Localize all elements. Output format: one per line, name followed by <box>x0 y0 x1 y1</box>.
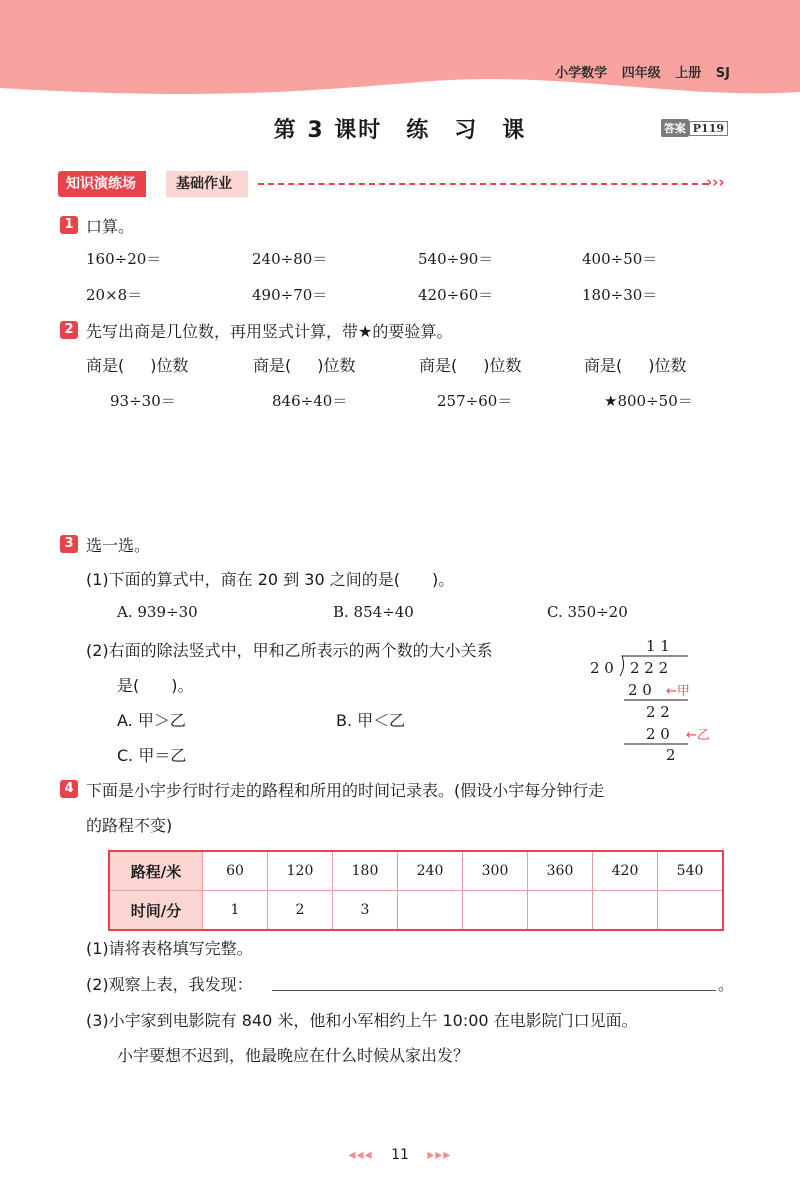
q3-option[interactable]: C. 甲＝乙 <box>117 746 187 765</box>
q2-prompt-start: 商是( <box>584 356 623 375</box>
q3-part2: (2)右面的除法竖式中，甲和乙所表示的两个数的大小关系 <box>86 641 493 660</box>
q2-expr: 846÷40＝ <box>272 392 348 410</box>
q1-expr: 20×8＝ <box>86 286 143 304</box>
q1-expr: 400÷50＝ <box>582 250 658 268</box>
book-grade: 四年级 <box>621 66 661 81</box>
q2-prompt-start: 商是( <box>253 356 292 375</box>
lesson-title: 第 3 课时 练 习 课 <box>273 118 527 143</box>
book-info <box>545 62 730 81</box>
table-blank-cell[interactable] <box>593 891 658 931</box>
division-divisor: 2 0 <box>590 659 614 677</box>
q4-sub2: (2)观察上表，我发现： <box>86 975 253 994</box>
q1-expr: 160÷20＝ <box>86 250 162 268</box>
q1-expr: 540÷90＝ <box>418 250 494 268</box>
book-edition: SJ <box>715 66 730 81</box>
q3-part1: (1)下面的算式中，商在 20 到 30 之间的是( )。 <box>86 570 455 589</box>
question-number-4: 4 <box>60 780 78 798</box>
table-cell: 3 <box>333 891 398 931</box>
header-band <box>0 0 800 110</box>
answer-page: P119 <box>689 121 728 136</box>
table-row <box>109 891 723 931</box>
q1-expr: 240÷80＝ <box>252 250 328 268</box>
q1-expr: 490÷70＝ <box>252 286 328 304</box>
q3-option[interactable]: C. 350÷20 <box>547 603 628 621</box>
q4-sub3-line2: 小宇要想不迟到，他最晚应在什么时候从家出发？ <box>117 1046 470 1065</box>
q2-text: 先写出商是几位数，再用竖式计算，带★的要验算。 <box>86 322 453 341</box>
row-header-time: 时间/分 <box>109 891 203 931</box>
row-header-distance: 路程/米 <box>109 851 203 891</box>
q2-blank[interactable] <box>253 353 356 376</box>
table-cell: 1 <box>203 891 268 931</box>
q2-prompt-end: )位数 <box>648 356 687 375</box>
table-cell: 2 <box>268 891 333 931</box>
q2-prompt-end: )位数 <box>483 356 522 375</box>
q1-text: 口算。 <box>86 217 135 236</box>
division-remainder2: 2 <box>666 746 676 764</box>
question-number-2: 2 <box>60 321 78 339</box>
table-blank-cell[interactable] <box>528 891 593 931</box>
arrow-left-icon: ◂◂◂ <box>348 1147 373 1163</box>
division-remainder1: 2 2 <box>646 703 670 721</box>
q2-expr: ★800÷50＝ <box>604 392 693 410</box>
long-division-diagram <box>580 632 740 767</box>
answer-reference[interactable] <box>661 119 728 137</box>
q3-option[interactable]: B. 854÷40 <box>333 603 414 621</box>
table-cell: 300 <box>463 851 528 891</box>
q3-option[interactable]: B. 甲＜乙 <box>336 711 406 730</box>
section-banner-label: 知识演练场 <box>58 171 146 197</box>
q4-answer-line[interactable] <box>272 990 716 991</box>
q4-sub3-line1: (3)小宇家到电影院有 840 米，他和小军相约上午 10:00 在电影院门口见面。 <box>86 1011 638 1030</box>
q2-prompt-start: 商是( <box>86 356 125 375</box>
answer-tag: 答案 <box>661 119 689 137</box>
table-cell: 360 <box>528 851 593 891</box>
section-banner-sublabel: 基础作业 <box>166 171 248 197</box>
q3-option[interactable]: A. 甲＞乙 <box>117 711 186 730</box>
q4-text-line2: 的路程不变) <box>86 816 173 835</box>
table-blank-cell[interactable] <box>463 891 528 931</box>
book-subject: 小学数学 <box>555 66 608 81</box>
label-yi: ←乙 <box>686 728 710 743</box>
division-quotient: 1 1 <box>646 637 670 655</box>
section-divider <box>258 183 708 185</box>
chevron-right-icon: ››› <box>706 173 725 191</box>
table-cell: 180 <box>333 851 398 891</box>
q3-option[interactable]: A. 939÷30 <box>117 603 198 621</box>
q2-prompt-start: 商是( <box>419 356 458 375</box>
label-jia: ←甲 <box>666 684 690 699</box>
q2-blank[interactable] <box>86 353 189 376</box>
division-dividend: 2 2 2 <box>630 659 669 677</box>
q2-blank[interactable] <box>419 353 522 376</box>
q1-expr: 420÷60＝ <box>418 286 494 304</box>
q2-prompt-end: )位数 <box>317 356 356 375</box>
table-cell: 540 <box>658 851 724 891</box>
division-step1: 2 0 <box>628 681 652 699</box>
table-cell: 420 <box>593 851 658 891</box>
q2-expr: 257÷60＝ <box>437 392 513 410</box>
table-cell: 60 <box>203 851 268 891</box>
arrow-right-icon: ▸▸▸ <box>427 1147 452 1163</box>
q3-text: 选一选。 <box>86 536 151 555</box>
q4-sub1: (1)请将表格填写完整。 <box>86 939 253 958</box>
table-row <box>109 851 723 891</box>
table-blank-cell[interactable] <box>658 891 724 931</box>
table-cell: 120 <box>268 851 333 891</box>
q4-text-line1: 下面是小宇步行时行走的路程和所用的时间记录表。(假设小宇每分钟行走 <box>86 781 605 800</box>
q2-expr: 93÷30＝ <box>110 392 176 410</box>
q2-blank[interactable] <box>584 353 687 376</box>
question-number-3: 3 <box>60 535 78 553</box>
page-number: 11 <box>391 1147 409 1163</box>
table-blank-cell[interactable] <box>398 891 463 931</box>
q2-prompt-end: )位数 <box>150 356 189 375</box>
question-number-1: 1 <box>60 216 78 234</box>
q1-expr: 180÷30＝ <box>582 286 658 304</box>
distance-time-table <box>108 850 724 931</box>
division-step2: 2 0 <box>646 725 670 743</box>
table-cell: 240 <box>398 851 463 891</box>
q4-sub2-end: 。 <box>718 975 735 994</box>
q3-part2-cont: 是( )。 <box>117 676 194 695</box>
page-footer <box>0 1147 800 1163</box>
book-volume: 上册 <box>675 66 702 81</box>
